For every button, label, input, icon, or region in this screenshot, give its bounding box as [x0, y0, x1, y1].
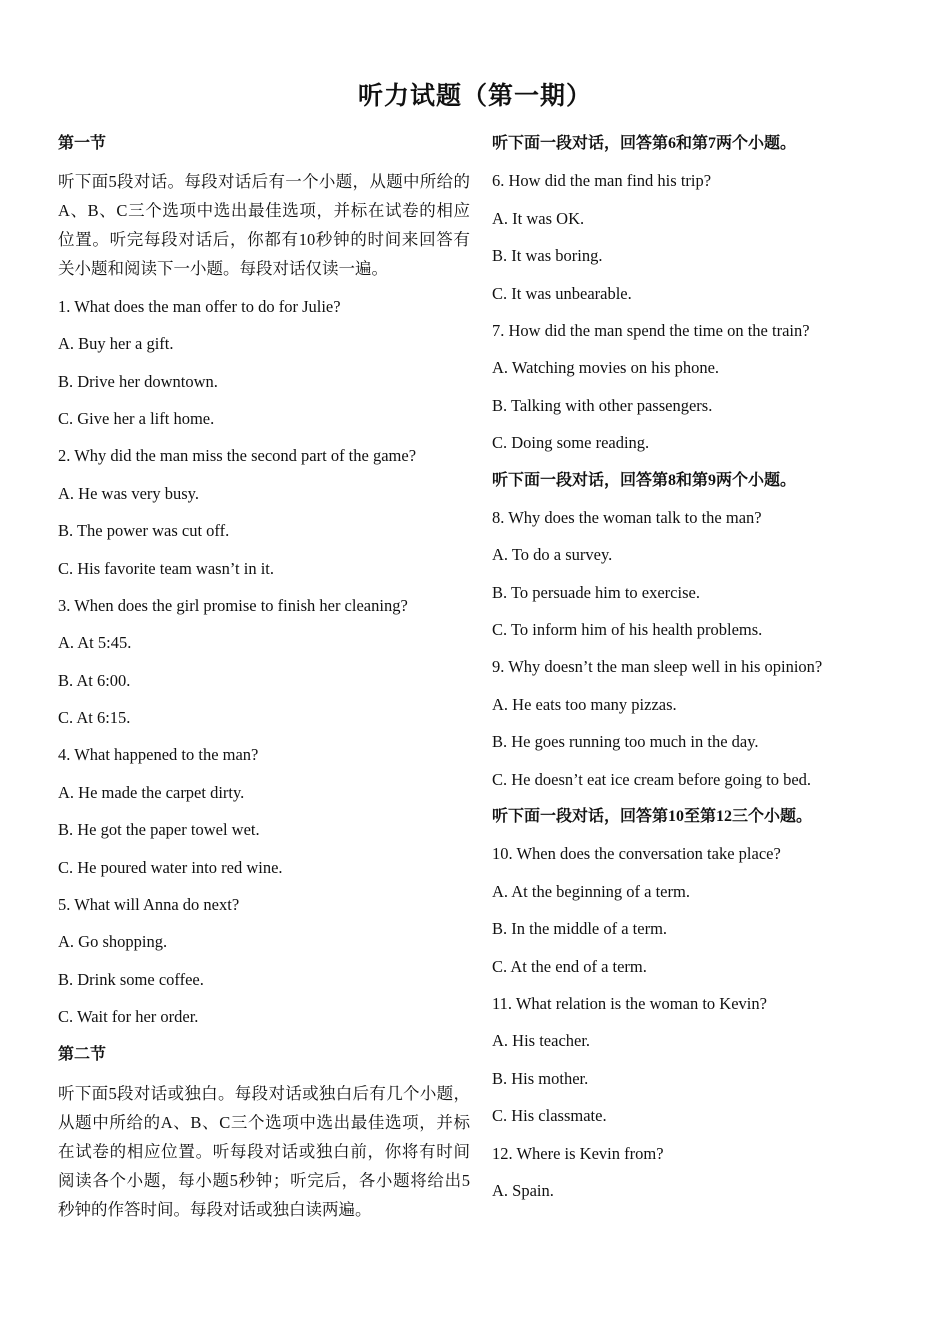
question-stem: 4. What happened to the man? [58, 745, 259, 765]
question-stem: 7. How did the man spend the time on the train? [492, 320, 810, 340]
section-instructions: 听下面5段对话。每段对话后有一个小题，从题中所给的A、B、C三个选项中选出最佳选项，并标在试卷的相应位置。听完每段对话后，你都有10秒钟的时间来回答有关小题和阅读下一小题。每段对话仅读一遍。 [58, 172, 470, 279]
left-column [58, 129, 470, 1232]
question-stem: 3. When does the girl promise to finish her cleaning? [58, 595, 408, 615]
answer-option: A. Spain. [492, 1180, 554, 1200]
answer-option: B. At 6:00. [58, 670, 131, 690]
answer-option: C. His classmate. [492, 1106, 607, 1126]
answer-option: B. Talking with other passengers. [492, 395, 713, 415]
question-stem: 2. Why did the man miss the second part of the game? [58, 446, 417, 466]
answer-option: A. At the beginning of a term. [492, 881, 690, 901]
question-stem: 9. Why doesn’t the man sleep well in his opinion? [492, 657, 823, 677]
answer-option: C. Doing some reading. [492, 433, 650, 453]
question-stem: 12. Where is Kevin from? [492, 1143, 664, 1163]
right-column [492, 129, 904, 1213]
answer-option: C. At 6:15. [58, 708, 131, 728]
answer-option: C. His favorite team wasn’t in it. [58, 558, 274, 578]
answer-option: C. Wait for her order. [58, 1007, 199, 1027]
answer-option: A. He made the carpet dirty. [58, 782, 245, 802]
answer-option: A. He eats too many pizzas. [492, 694, 677, 714]
section-heading: 第二节 [58, 1045, 107, 1063]
answer-option: B. He goes running too much in the day. [492, 732, 759, 752]
section-heading: 第一节 [58, 135, 107, 152]
answer-option: B. He got the paper towel wet. [58, 820, 260, 840]
answer-option: B. The power was cut off. [58, 521, 230, 541]
answer-option: B. His mother. [492, 1068, 589, 1088]
answer-option: C. He doesn’t eat ice cream before going to bed. [492, 769, 812, 789]
answer-option: A. It was OK. [492, 208, 585, 228]
answer-option: A. Buy her a gift. [58, 334, 174, 354]
question-stem: 1. What does the man offer to do for Julie? [58, 296, 341, 316]
group-heading: 听下面一段对话，回答第10至第12三个小题。 [492, 808, 813, 826]
answer-option: B. Drive her downtown. [58, 371, 218, 391]
question-stem: 10. When does the conversation take place? [492, 844, 781, 864]
question-stem: 6. How did the man find his trip? [492, 171, 712, 191]
group-heading: 听下面一段对话，回答第8和第9两个小题。 [492, 471, 797, 489]
answer-option: A. At 5:45. [58, 633, 132, 653]
answer-option: A. To do a survey. [492, 545, 613, 565]
answer-option: C. To inform him of his health problems. [492, 620, 763, 640]
answer-option: A. His teacher. [492, 1031, 591, 1051]
answer-option: C. He poured water into red wine. [58, 857, 283, 877]
group-heading: 听下面一段对话，回答第6和第7两个小题。 [492, 135, 797, 152]
answer-option: C. Give her a lift home. [58, 408, 215, 428]
answer-option: B. In the middle of a term. [492, 919, 668, 939]
question-stem: 5. What will Anna do next? [58, 895, 240, 915]
question-stem: 11. What relation is the woman to Kevin? [492, 993, 767, 1013]
answer-option: C. At the end of a term. [492, 956, 647, 976]
page-title: 听力试题（第一期） [357, 83, 592, 110]
answer-option: C. It was unbearable. [492, 283, 632, 303]
question-stem: 8. Why does the woman talk to the man? [492, 507, 762, 527]
answer-option: A. He was very busy. [58, 483, 199, 503]
answer-option: B. It was boring. [492, 246, 603, 266]
answer-option: A. Go shopping. [58, 932, 168, 952]
answer-option: A. Watching movies on his phone. [492, 358, 720, 378]
answer-option: B. Drink some coffee. [58, 969, 204, 989]
answer-option: B. To persuade him to exercise. [492, 582, 700, 602]
section-instructions: 听下面5段对话或独白。每段对话或独白后有几个小题，从题中所给的A、B、C三个选项中选出最佳选项，并标在试卷的相应位置。听每段对话或独白前，你将有时间阅读各个小题，每小题5秒钟；听完后，各小题将给出5秒钟的作答时间。每段对话或独白读两遍。 [58, 1083, 470, 1219]
